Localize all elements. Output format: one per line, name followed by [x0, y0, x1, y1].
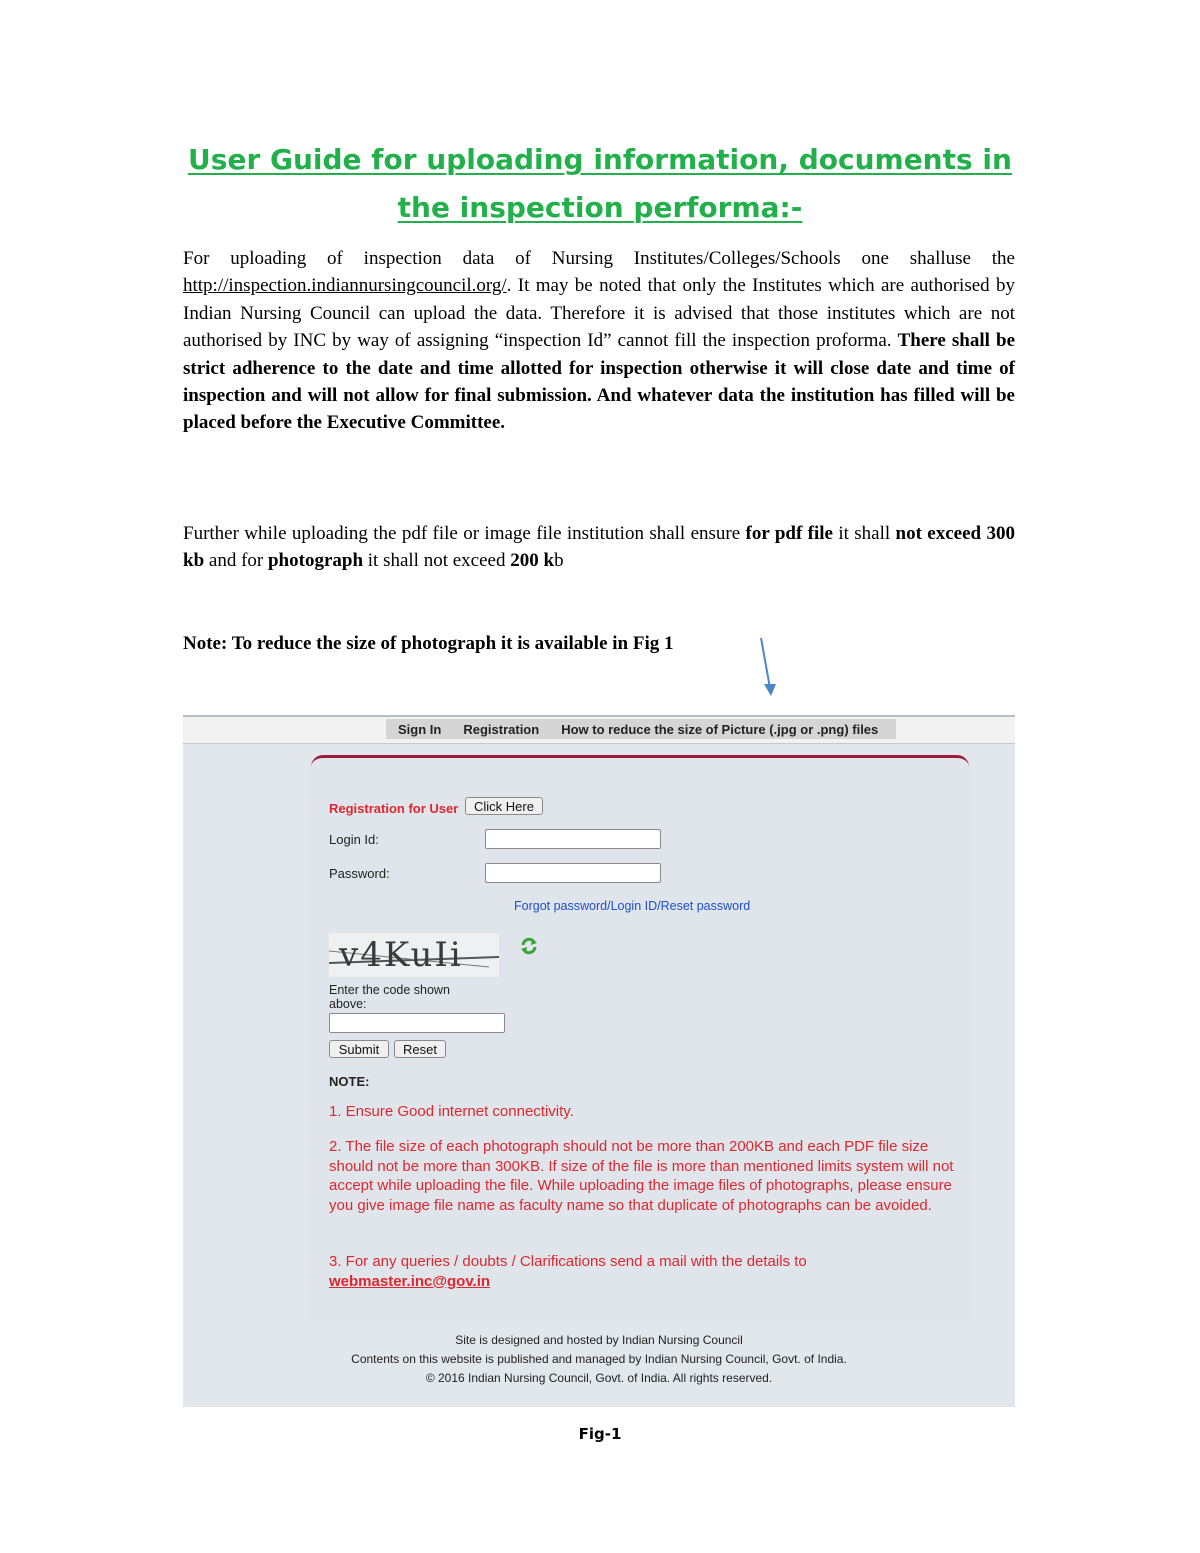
registration-label: Registration for User — [329, 801, 459, 816]
size-bold-4: 200 k — [510, 550, 555, 572]
size-text-5: b — [554, 550, 564, 572]
figure-caption: Fig-1 — [578, 1425, 622, 1443]
nav-sign-in[interactable]: Sign In — [398, 721, 442, 737]
title-line-2: the inspection performa:- — [397, 191, 803, 224]
nav-reduce-picture-size[interactable]: How to reduce the size of Picture (.jpg or .png) files — [561, 721, 879, 737]
title-line-1: User Guide for uploading information, documents in — [188, 143, 1012, 176]
size-text-3: and for — [204, 550, 268, 572]
footer-line-1: Site is designed and hosted by Indian Nursing Council — [455, 1333, 743, 1347]
note-item-1: 1. Ensure Good internet connectivity. — [329, 1103, 574, 1120]
size-text-2: it shall — [832, 523, 896, 544]
inspection-portal-link[interactable]: http://inspection.indiannursingcouncil.org/ — [183, 275, 507, 297]
login-id-input[interactable] — [485, 829, 661, 849]
reset-button[interactable]: Reset — [394, 1040, 446, 1058]
adherence-warning: There shall be strict adherence to the date and time allotted for inspection otherwise it will close date and time of inspection and will not allow for final submission. And whatever data the institution has filled will be placed before the Executive Committee. — [183, 330, 1016, 434]
file-size-paragraph — [183, 520, 1015, 575]
note-item-2: 2. The file size of each photograph should not be more than 200KB and each PDF file size should not be more than 300KB. If size of the file is more than mentioned limits system will not accept while uploading the file. While uploading the image files of photographs, please ensure you give image file name as faculty name so that duplicate of photographs can be avoided. — [329, 1138, 954, 1214]
captcha-image — [329, 933, 499, 977]
intro-text: For uploading of inspection data of Nursing Institutes/Colleges/Schools one shalluse the — [183, 248, 1015, 269]
webmaster-email-link[interactable]: webmaster.inc@gov.in — [329, 1272, 491, 1290]
captcha-code: v4KuIi — [339, 935, 463, 975]
document-title — [150, 136, 1050, 232]
size-bold-1: for pdf file — [745, 523, 833, 544]
note-line: Note: To reduce the size of photograph it is available in Fig 1 — [183, 633, 674, 654]
note-item-3-text: 3. For any queries / doubts / Clarifications send a mail with the details to — [329, 1253, 807, 1270]
click-here-button[interactable]: Click Here — [465, 797, 543, 815]
password-label: Password: — [329, 866, 390, 881]
nav-registration[interactable]: Registration — [463, 721, 540, 737]
password-input[interactable] — [485, 863, 661, 883]
footer-line-3: © 2016 Indian Nursing Council, Govt. of India. All rights reserved. — [425, 1371, 773, 1385]
note-heading: NOTE: — [329, 1074, 370, 1089]
size-bold-3: photograph — [267, 550, 364, 572]
size-bold-2: not exceed 300 kb — [183, 523, 1015, 572]
note-item-3 — [329, 1252, 959, 1291]
nav-menu — [386, 719, 896, 739]
captcha-input[interactable] — [329, 1013, 505, 1033]
refresh-icon[interactable] — [519, 936, 539, 956]
login-screenshot — [183, 715, 1015, 1407]
site-footer — [183, 1331, 1015, 1388]
submit-button[interactable]: Submit — [329, 1040, 389, 1058]
size-text-1: Further while uploading the pdf file or image file institution shall ensure — [183, 523, 746, 544]
arrow-down-icon — [750, 636, 780, 698]
intro-rest-text: . It may be noted that only the Institutes which are authorised by Indian Nursing Council can upload the data. Therefore it is advised that those institutes which are not authorised by INC by way of assigning “inspection Id” cannot fill the inspection proforma. — [183, 275, 1015, 352]
footer-line-2: Contents on this website is published and managed by Indian Nursing Council, Govt. of India. — [351, 1352, 847, 1366]
forgot-password-link[interactable]: Forgot password/Login ID/Reset password — [514, 899, 751, 913]
intro-paragraph — [183, 245, 1015, 437]
login-id-label: Login Id: — [329, 832, 379, 847]
enter-code-label: Enter the code shown above: — [329, 983, 450, 1011]
login-panel — [311, 755, 969, 1324]
top-nav-strip — [183, 717, 1015, 744]
size-text-4: it shall not exceed — [363, 550, 511, 572]
